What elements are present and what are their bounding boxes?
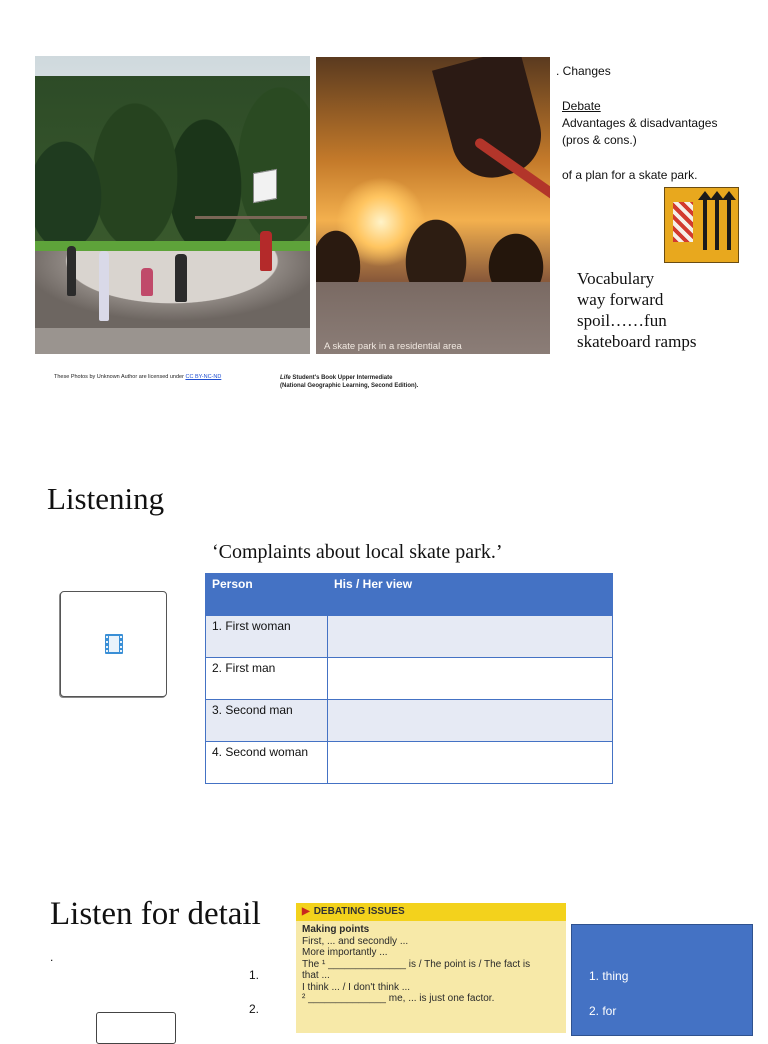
media-placeholder[interactable]: [96, 1012, 176, 1044]
vocabulary-item: way forward: [577, 290, 664, 309]
table-row: [206, 616, 613, 658]
table-cell-view[interactable]: [328, 658, 613, 700]
card-line: I think ... / I don't think ...: [302, 981, 411, 993]
photo-license-credit: These Photos by Unknown Author are licensed under CC BY-NC-ND: [54, 374, 222, 380]
card-subheader: Making points: [302, 924, 370, 935]
note-advantages: Advantages & disadvantages: [562, 116, 718, 130]
table-row: [206, 700, 613, 742]
table-cell-person: 4. Second woman: [206, 742, 328, 784]
card-line: More importantly ...: [302, 947, 388, 958]
card-line: First, ... and secondly ...: [302, 935, 409, 947]
card-header: ▶ DEBATING ISSUES: [296, 903, 566, 921]
listening-table: [205, 573, 613, 784]
answer-item: 1. thing: [589, 969, 629, 983]
table-header-view: His / Her view: [328, 574, 613, 616]
card-line: ² ______________ me, ... is just one factor.: [302, 993, 495, 1004]
answer-item: 2. for: [589, 1004, 617, 1018]
answers-box: [571, 924, 753, 1036]
debating-issues-card: [296, 903, 566, 1033]
vocabulary-item: skateboard ramps: [577, 332, 697, 351]
half-pipe-photo: [35, 56, 310, 354]
note-debate: Debate: [562, 99, 601, 113]
note-plan: of a plan for a skate park.: [562, 168, 698, 182]
list-number: 1.: [249, 968, 260, 982]
road-sign-image: [664, 187, 739, 263]
film-icon: [104, 633, 124, 655]
note-changes: . Changes: [556, 64, 611, 78]
note-pros-cons: (pros & cons.): [562, 133, 637, 147]
skate-sunset-photo: [316, 57, 550, 354]
table-cell-view[interactable]: [328, 742, 613, 784]
list-number: 2.: [249, 1002, 260, 1016]
listening-title: Listening: [47, 481, 165, 516]
vocabulary-title: Vocabulary: [577, 269, 655, 288]
vocabulary-item: spoil……fun: [577, 311, 667, 330]
card-line: The ¹ ______________ is / The point is / The fact is: [302, 958, 531, 970]
listening-subtitle: ‘Complaints about local skate park.’: [212, 541, 503, 563]
bullet-dot: .: [50, 950, 54, 964]
book-credit: Life Student's Book Upper Intermediate (National Geographic Learning, Second Edition).: [280, 375, 419, 389]
table-row: [206, 658, 613, 700]
table-cell-view[interactable]: [328, 700, 613, 742]
detail-title: Listen for detail: [50, 896, 261, 932]
license-link[interactable]: CC BY-NC-ND: [185, 374, 222, 380]
table-row: [206, 742, 613, 784]
triangle-icon: ▶: [302, 906, 310, 917]
table-cell-person: 1. First woman: [206, 616, 328, 658]
card-line: that ...: [302, 970, 330, 981]
photo-caption: A skate park in a residential area: [324, 341, 462, 352]
table-header-person: Person: [206, 574, 328, 616]
table-cell-person: 3. Second man: [206, 700, 328, 742]
table-cell-view[interactable]: [328, 616, 613, 658]
video-placeholder[interactable]: [60, 591, 167, 697]
table-cell-person: 2. First man: [206, 658, 328, 700]
